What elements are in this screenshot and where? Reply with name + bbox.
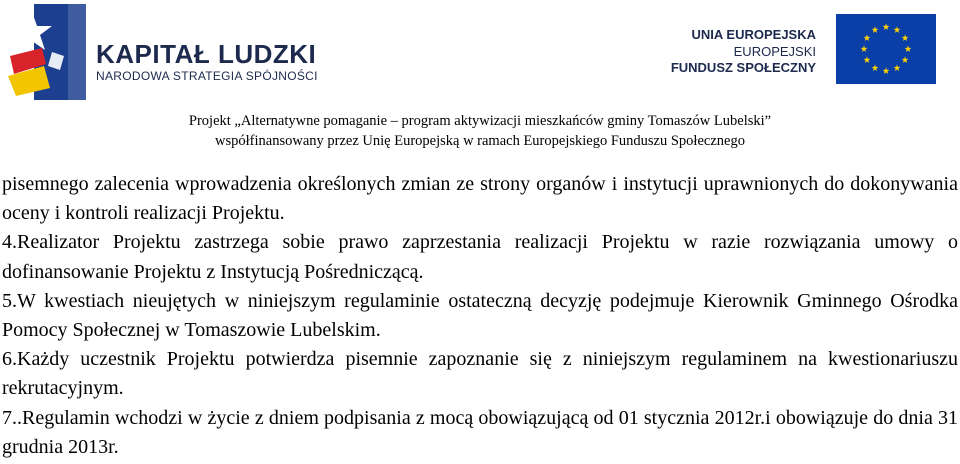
kapital-ludzki-wordmark bbox=[96, 40, 318, 84]
regulation-text bbox=[2, 170, 958, 462]
logo-subtitle: NARODOWA STRATEGIA SPÓJNOŚCI bbox=[96, 69, 318, 83]
paragraph-5: 5.W kwestiach nieujętych w niniejszym regulaminie ostateczną decyzję podejmuje Kierownik Gminnego Ośrodka Pomocy Społecznej w Tomaszowie Lubelskim. bbox=[2, 289, 958, 342]
kapital-ludzki-logo bbox=[6, 4, 326, 100]
project-title-line: Projekt „Alternatywne pomaganie – program aktywizacji mieszkańców gminy Tomaszów Lubelski” bbox=[188, 113, 772, 129]
paragraph-7: 7..Regulamin wchodzi w życie z dniem podpisania z mocą obowiązującą od 01 stycznia 2012r.i obowiązuje do dnia 31 grudnia 2013r. bbox=[2, 406, 958, 458]
eu-wordmark bbox=[671, 26, 816, 76]
eu-efs-logo bbox=[670, 14, 936, 94]
kapital-ludzki-star-icon bbox=[6, 4, 86, 100]
paragraph-6: 6.Każdy uczestnik Projektu potwierdza pisemnie zapoznanie się z niniejszym regulaminem na kwestionariuszu rekrutacyjnym. bbox=[2, 348, 958, 400]
paragraph-4: 4.Realizator Projektu zastrzega sobie prawo zaprzestania realizacji Projektu w razie rozwiązania umowy o dofinansowanie Projektu z Instytucją Pośredniczącą. bbox=[2, 231, 958, 283]
logo-title: KAPITAŁ LUDZKI bbox=[96, 39, 317, 69]
project-funding-line: współfinansowany przez Unię Europejską w ramach Europejskiego Funduszu Społecznego bbox=[215, 133, 745, 149]
eu-line-3: FUNDUSZ SPOŁECZNY bbox=[670, 60, 816, 75]
document-header bbox=[0, 0, 960, 149]
eu-line-1: UNIA EUROPEJSKA bbox=[691, 27, 816, 42]
eu-flag-icon bbox=[836, 14, 936, 84]
paragraph-continuation: pisemnego zalecenia wprowadzenia określonych zmian ze strony organów i instytucji uprawnionych do dokonywania oceny i kontroli realizacji Projektu. bbox=[2, 173, 958, 225]
eu-line-2: EUROPEJSKI bbox=[733, 44, 816, 59]
